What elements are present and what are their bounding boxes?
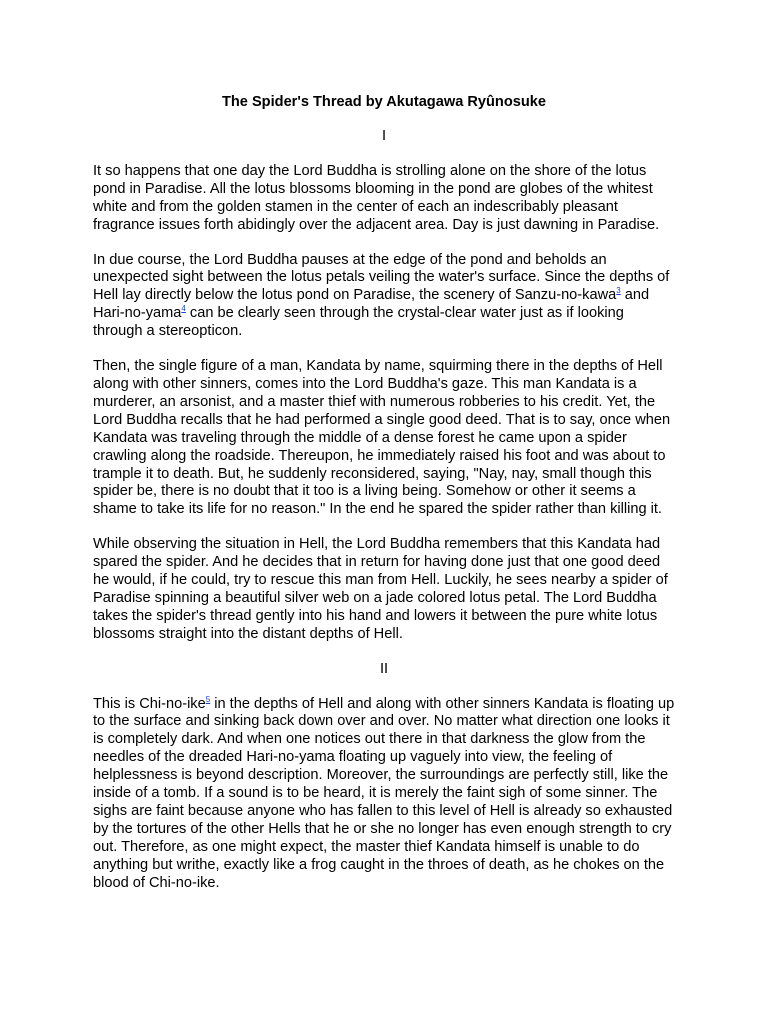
section-heading-2: II bbox=[379, 660, 389, 677]
document-page bbox=[93, 93, 675, 893]
footnote-link-4[interactable]: 4 bbox=[181, 304, 186, 314]
paragraph-5-text-a: This is Chi-no-ike bbox=[93, 695, 206, 712]
paragraph-2 bbox=[93, 252, 675, 342]
paragraph-5-text-b: in the depths of Hell and along with other sinners Kandata is floating up to the surface and sinking back down over and over. No matter what direction one looks it is completely dark. And when one notices out there in that darkness the glow from the needles of the dreaded Hari-no-yama floating up vaguely into view, the feeling of helplessness is beyond description. Moreover, the surroundings are perfectly still, like the inside of a tomb. If a sound is to be heard, it is merely the faint sigh of some sinner. The sighs are faint because anyone who has fallen to this level of Hell is already so exhausted by the tortures of the other Hells that he or she no longer has even enough strength to cry out. Therefore, as one might expect, the master thief Kandata himself is unable to do anything but writhe, exactly like a frog caught in the throes of death, as he chokes on the blood of Chi-no-ike. bbox=[93, 695, 675, 891]
paragraph-5 bbox=[93, 696, 675, 893]
document-title: The Spider's Thread by Akutagawa Ryûnosuke bbox=[221, 94, 547, 110]
paragraph-1: It so happens that one day the Lord Buddha is strolling alone on the shore of the lotus pond in Paradise. All the lotus blossoms blooming in the pond are globes of the whitest white and from the golden stamen in the center of each an indescribably pleasant fragrance issues forth abidingly over the adjacent area. Day is just dawning in Paradise. bbox=[93, 162, 660, 233]
footnote-link-5[interactable]: 5 bbox=[205, 694, 211, 704]
paragraph-2-text-a: In due course, the Lord Buddha pauses at the edge of the pond and beholds an unexpected sight between the lotus petals veiling the water's surface. Since the depths of Hell lay directly below the lotus pond on Paradise, the scenery of Sanzu-no-kawa bbox=[93, 251, 670, 304]
paragraph-2-text-c: can be clearly seen through the crystal-clear water just as if looking through a stereopticon. bbox=[93, 305, 624, 340]
footnote-link-3[interactable]: 3 bbox=[616, 286, 621, 296]
paragraph-4: While observing the situation in Hell, the Lord Buddha remembers that this Kandata had spared the spider. And he decides that in return for having done just that one good deed he would, if he could, try to rescue this man from Hell. Luckily, he sees nearby a spider of Paradise spinning a beautiful silver web on a jade colored lotus petal. The Lord Buddha takes the spider's thread gently into his hand and lowers it between the pure white lotus blossoms straight into the distant depths of Hell. bbox=[93, 536, 668, 642]
paragraph-2-text-b: and Hari-no-yama bbox=[93, 287, 650, 322]
section-heading-1: I bbox=[381, 128, 387, 144]
paragraph-3: Then, the single figure of a man, Kandata by name, squirming there in the depths of Hell along with other sinners, comes into the Lord Buddha's gaze. This man Kandata is a murderer, an arsonist, and a master thief with numerous robberies to his credit. Yet, the Lord Buddha recalls that he had performed a single good deed. That is to say, once when Kandata was traveling through the middle of a dense forest he came upon a spider crawling along the roadside. Thereupon, he immediately raised his foot and was about to trample it to death. But, he suddenly reconsidered, saying, "Nay, nay, small though this spider be, there is no doubt that it too is a living being. Somehow or other it seems a shame to take its life for no reason." In the end he spared the spider rather than killing it. bbox=[93, 358, 671, 518]
